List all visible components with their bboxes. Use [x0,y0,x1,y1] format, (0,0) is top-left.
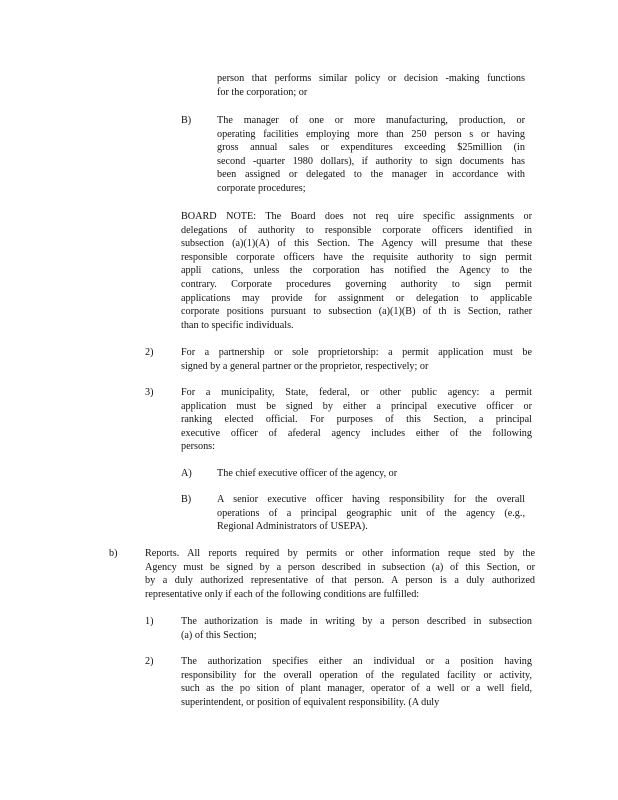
text-line: The manager of one or more manufacturing, production, or [217,115,525,126]
item-label: 1) [145,616,154,627]
text-line: operations of a principal geographic unit of the agency (e.g., [217,507,525,519]
item-b-senior-executive [217,493,525,534]
text-line: gross annual sales or expenditures exceeding $25million (in [217,142,525,154]
text-line: by a duly authorized representative of that person. A person is a duly authorized [145,575,535,587]
text-line: delegations of authority to responsible corporate officers identified in [181,224,532,236]
text-line: responsible corporate officers have the requisite authority to sign permit [181,251,532,263]
text-line: representative only if each of the following conditions are fulfilled: [145,588,420,600]
text-line: A senior executive officer having responsibility for the overall [217,494,525,505]
text-line: appli cations, unless the corporation has notified the Agency to the [181,265,532,277]
item-label: 2) [145,347,154,358]
text-line: executive officer of afederal agency includes either of the following [181,427,532,439]
text-line: The authorization is made in writing by a person described in subsection [181,616,532,627]
text-line: Agency must be signed by a person described in subsection (a) of this Section, or [145,561,535,573]
item-label: 3) [145,387,154,398]
text-line: The chief executive officer of the agency, or [217,468,398,479]
item-label: B) [181,115,192,126]
paragraph-continuation [217,72,525,99]
item-2-authorization-specifies [181,655,532,709]
item-1-authorization-writing [181,615,532,642]
text-line: persons: [181,441,215,453]
item-a-chief-executive [217,467,525,481]
text-line: For a partnership or sole proprietorship: a permit application must be [181,347,532,358]
section-b-reports [145,547,535,601]
text-line: superintendent, or position of equivalent responsibility. (A duly [181,696,440,708]
text-line: second -quarter 1980 dollars), if authority to sign documents has [217,155,525,167]
text-line: signed by a general partner or the proprietor, respectively; or [181,360,429,372]
text-line: contrary. Corporate procedures governing authority to sign permit [181,278,532,290]
text-line: (a) of this Section; [181,629,257,641]
text-line: Reports. All reports required by permits or other information reque sted by the [145,548,535,559]
text-line: For a municipality, State, federal, or other public agency: a permit [181,387,532,398]
item-label: B) [181,494,192,505]
text-line: The authorization specifies either an individual or a position having [181,656,532,667]
item-label: 2) [145,656,154,667]
text-line: Regional Administrators of USEPA). [217,521,368,533]
section-label: b) [109,548,118,559]
text-line: corporate positions pursuant to subsection (a)(1)(B) of th is Section, rather [181,306,532,318]
item-label: A) [181,468,192,479]
text-line: person that performs similar policy or decision -making functions [217,73,525,84]
item-3-municipality [181,386,532,454]
text-line: corporate procedures; [217,182,306,194]
text-line: operating facilities employing more than 250 person s or having [217,128,525,140]
text-line: such as the po sition of plant manager, operator of a well or a well field, [181,683,532,695]
item-2-partnership [181,346,532,373]
text-line: than to specific individuals. [181,319,294,331]
text-line: applications may provide for assignment or delegation to applicable [181,292,532,304]
text-line: application must be signed by either a principal executive officer or [181,400,532,412]
text-line: subsection (a)(1)(A) of this Section. The Agency will presume that these [181,238,532,250]
item-b-manager [217,114,525,196]
board-note [181,210,532,332]
text-line: been assigned or delegated to the manager in accordance with [217,169,525,181]
text-line: for the corporation; or [217,86,308,98]
text-line: ranking elected official. For purposes of this Section, a principal [181,414,532,426]
text-line: BOARD NOTE: The Board does not req uire specific assignments or [181,211,532,222]
text-line: responsibility for the overall operation of the regulated facility or activity, [181,669,532,681]
